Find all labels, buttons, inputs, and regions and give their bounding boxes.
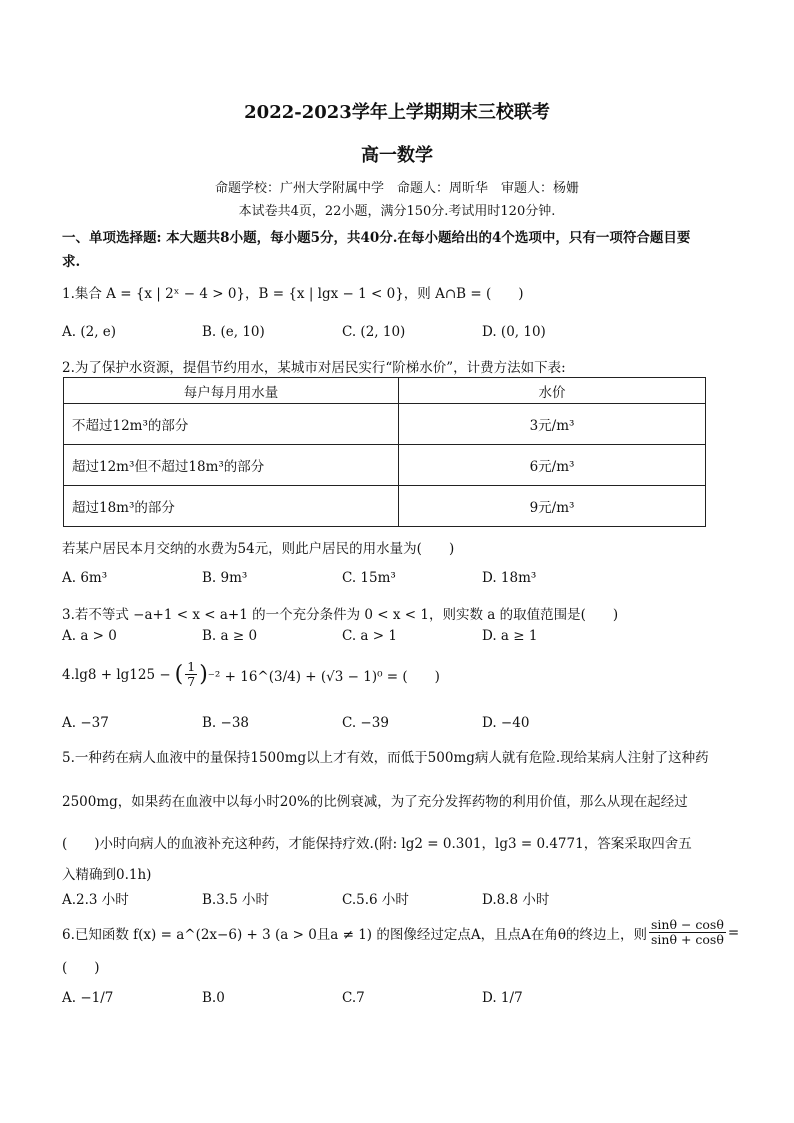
close-paren: ) <box>199 662 208 688</box>
table-header-row <box>64 378 706 404</box>
q4-expression-start: 4.lg8 + lg125 − <box>62 666 171 683</box>
q5-option-d: D.8.8 小时 <box>482 892 550 908</box>
q5-option-c: C.5.6 小时 <box>342 892 409 908</box>
question-5-line-3: ( )小时向病人的血液补充这种药，才能保持疗效.(附: lg2 = 0.301，lg3 = 0.4771，答案采取四舍五 <box>62 836 692 852</box>
table-cell: 不超过12m³的部分 <box>64 404 399 445</box>
table-row <box>64 404 706 445</box>
table-cell: 9元/m³ <box>399 486 706 527</box>
q4-fraction-numerator: 1 <box>187 659 196 674</box>
table-cell: 6元/m³ <box>399 445 706 486</box>
exam-subject: 高一数学 <box>361 145 433 166</box>
q3-option-a: A. a > 0 <box>62 628 117 644</box>
question-2-stem: 2.为了保护水资源，提倡节约用水，某城市对居民实行“阶梯水价”，计费方法如下表: <box>62 360 566 376</box>
open-paren: ( <box>174 662 184 688</box>
table-row <box>64 486 706 527</box>
q6-equals: = <box>727 924 740 941</box>
q6-option-a: A. −1/7 <box>62 990 114 1006</box>
exam-info: 本试卷共4页，22小题，满分150分.考试用时120分钟. <box>238 204 556 219</box>
q4-fraction <box>185 660 197 690</box>
exam-title: 2022-2023学年上学期期末三校联考 <box>244 102 550 123</box>
question-1-stem: 1.集合 A = {x | 2ˣ − 4 > 0}，B = {x | lgx − 1 < 0}，则 A∩B = ( ) <box>62 286 524 302</box>
q6-option-b: B.0 <box>202 990 225 1006</box>
q1-option-b: B. (e, 10) <box>202 324 265 340</box>
table-row <box>64 445 706 486</box>
q1-option-c: C. (2, 10) <box>342 324 406 340</box>
q1-option-d: D. (0, 10) <box>482 324 546 340</box>
table-cell: 超过12m³但不超过18m³的部分 <box>64 445 399 486</box>
q4-fraction-denominator: 7 <box>187 674 196 690</box>
q2-option-b: B. 9m³ <box>202 570 248 586</box>
question-2-ask: 若某户居民本月交纳的水费为54元，则此户居民的用水量为( ) <box>62 541 455 557</box>
section-heading: 一、单项选择题: 本大题共8小题，每小题5分，共40分.在每小题给出的4个选项中，只有一项符合题目要 <box>62 230 691 246</box>
q4-option-d: D. −40 <box>482 715 530 731</box>
table-cell: 超过18m³的部分 <box>64 486 399 527</box>
q4-option-b: B. −38 <box>202 715 249 731</box>
exam-authors: 命题学校：广州大学附属中学 命题人：周昕华 审题人：杨姗 <box>214 181 579 196</box>
question-3-stem: 3.若不等式 −a+1 < x < a+1 的一个充分条件为 0 < x < 1，则实数 a 的取值范围是( ) <box>62 607 619 623</box>
q6-answer-paren: ( ) <box>62 960 100 976</box>
q6-option-d: D. 1/7 <box>482 990 523 1006</box>
q3-option-b: B. a ≥ 0 <box>202 628 258 644</box>
q3-option-c: C. a > 1 <box>342 628 397 644</box>
q4-option-a: A. −37 <box>62 715 109 731</box>
q5-option-b: B.3.5 小时 <box>202 892 269 908</box>
q6-stem-text: 6.已知函数 f(x) = a^(2x−6) + 3 (a > 0且a ≠ 1) 的图像经过定点A，且点A在角θ的终边上，则 <box>62 926 647 943</box>
question-5-line-2: 2500mg，如果药在血液中以每小时20%的比例衰减，为了充分发挥药物的利用价值，那么从现在起经过 <box>62 794 688 810</box>
q2-option-d: D. 18m³ <box>482 570 537 586</box>
question-6-stem <box>62 918 739 948</box>
table-header-cell: 每户每月用水量 <box>64 378 399 404</box>
question-5-line-1: 5.一种药在病人血液中的量保持1500mg以上才有效，而低于500mg病人就有危险.现给某病人注射了这种药 <box>62 750 709 766</box>
q4-expression-end: ⁻² + 16^(3/4) + (√3 − 1)⁰ = ( ) <box>207 668 440 685</box>
q6-fraction <box>649 918 726 948</box>
section-heading-cont: 求. <box>62 254 81 270</box>
table-header-cell: 水价 <box>399 378 706 404</box>
table-cell: 3元/m³ <box>399 404 706 445</box>
q6-fraction-denominator: sinθ + cosθ <box>651 932 724 948</box>
q6-fraction-numerator: sinθ − cosθ <box>651 917 724 932</box>
q2-option-c: C. 15m³ <box>342 570 396 586</box>
question-4-stem <box>62 660 440 690</box>
question-5-line-4: 入精确到0.1h) <box>62 867 152 883</box>
q1-option-a: A. (2, e) <box>62 324 117 340</box>
q4-option-c: C. −39 <box>342 715 389 731</box>
q2-option-a: A. 6m³ <box>62 570 108 586</box>
water-fee-table <box>63 377 706 527</box>
q3-option-d: D. a ≥ 1 <box>482 628 538 644</box>
q6-option-c: C.7 <box>342 990 365 1006</box>
q5-option-a: A.2.3 小时 <box>62 892 129 908</box>
